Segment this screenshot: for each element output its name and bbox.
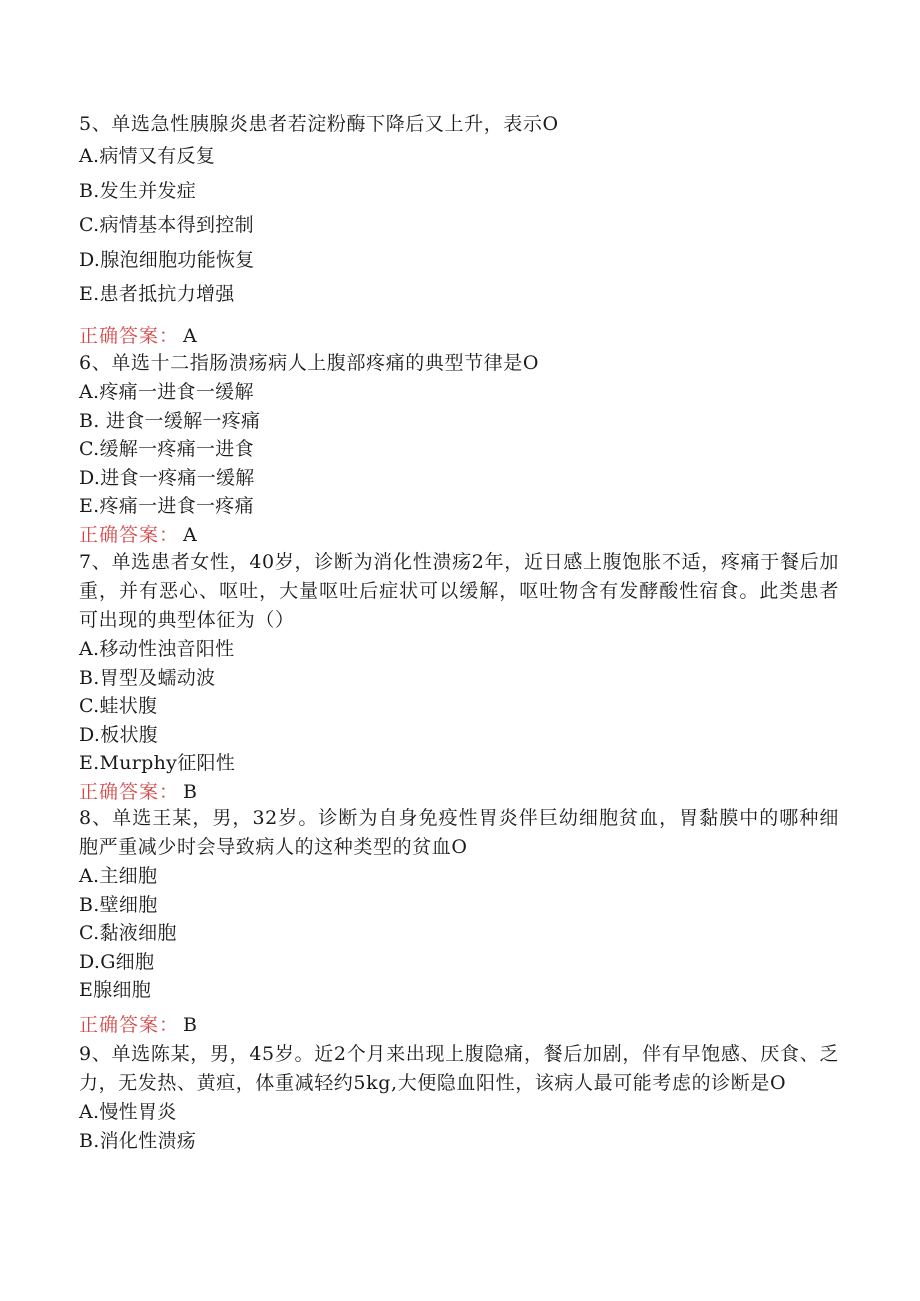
option-b: B.消化性溃疡 (79, 1129, 197, 1152)
option-b: B. 进食一缓解一疼痛 (79, 409, 261, 432)
question-9 (79, 1040, 839, 1155)
option-d: D.进食一疼痛一缓解 (79, 466, 255, 489)
option-a: A.移动性浊音阳性 (79, 638, 235, 660)
option-b: B.发生并发症 (79, 179, 197, 202)
question-stem: 9、单选陈某，男，45岁。近2个月来出现上腹隐痛，餐后加剧，伴有早饱感、厌食、乏力，无发热、黄疸，体重减轻约5kg,大便隐血阳性，该病人最可能考虑的诊断是O (79, 1043, 839, 1094)
option-c: C.黏液细胞 (79, 922, 177, 944)
option-d: D.G细胞 (79, 950, 155, 973)
answer-label: 正确答案： (79, 523, 180, 546)
question-6 (79, 349, 839, 549)
correct-answer (79, 521, 839, 549)
option-a: A.慢性胃炎 (79, 1101, 177, 1123)
option-e: E.患者抵抗力增强 (79, 283, 235, 305)
correct-answer (79, 1011, 839, 1039)
option-e: E腺细胞 (79, 979, 152, 1001)
answer-value: A (183, 523, 197, 546)
option-c: C.病情基本得到控制 (79, 214, 254, 236)
answer-value: B (183, 1013, 197, 1036)
question-stem: 5、单选急性胰腺炎患者若淀粉酶下降后又上升，表示O (79, 113, 559, 135)
option-c: C.缓解一疼痛一进食 (79, 438, 254, 460)
answer-label: 正确答案： (79, 780, 180, 803)
option-a: A.疼痛一进食一缓解 (79, 381, 254, 403)
correct-answer (79, 778, 839, 806)
option-d: D.腺泡细胞功能恢复 (79, 248, 255, 271)
option-b: B.壁细胞 (79, 893, 158, 916)
question-stem: 8、单选王某，男，32岁。诊断为自身免疫性胃炎伴巨幼细胞贫血，胃黏膜中的哪种细胞严重减少时会导致病人的这种类型的贫血O (79, 807, 839, 858)
option-e: E.Murphy征阳性 (79, 752, 236, 774)
option-c: C.蛙状腹 (79, 695, 158, 717)
question-stem: 7、单选患者女性，40岁，诊断为消化性溃疡2年，近日感上腹饱胀不适，疼痛于餐后加重，并有恶心、呕吐，大量呕吐后症状可以缓解，呕吐物含有发酵酸性宿食。此类患者可出现的典型体征为（） (79, 551, 839, 631)
option-e: E.疼痛一进食一疼痛 (79, 495, 254, 517)
option-a: A.病情又有反复 (79, 145, 216, 167)
answer-label: 正确答案： (79, 1013, 180, 1036)
answer-label: 正确答案： (79, 324, 180, 347)
option-b: B.胃型及蠕动波 (79, 666, 216, 689)
answer-value: A (183, 324, 197, 347)
question-stem: 6、单选十二指肠溃疡病人上腹部疼痛的典型节律是O (79, 352, 540, 374)
correct-answer (79, 322, 839, 350)
option-d: D.板状腹 (79, 723, 159, 746)
question-5 (79, 110, 839, 350)
option-a: A.主细胞 (79, 865, 158, 887)
answer-value: B (183, 780, 197, 803)
question-7 (79, 548, 839, 806)
question-8 (79, 804, 839, 1039)
